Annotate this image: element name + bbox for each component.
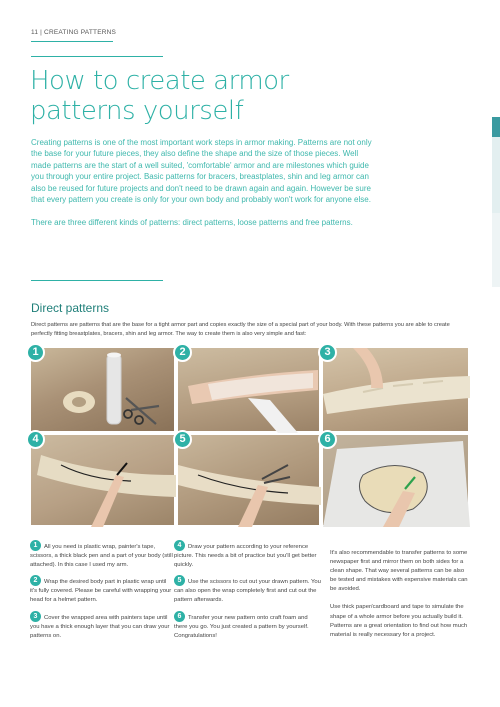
step-item: [174, 614, 322, 641]
step-number: 4: [174, 540, 185, 551]
section-lead: Direct patterns are patterns that are the base for a tight armor part and copies exactly the size of a special part of your body. With these patterns you are able to create perfectly fitting breastplates, bracers, shin and leg armor. The way to create them is also very simple and fast:: [31, 322, 450, 337]
step-number: 6: [174, 611, 185, 622]
notes-column: [330, 549, 470, 640]
step-text: Cover the wrapped area with painters tape until you have a thick enough layer that you can draw your patterns on.: [30, 614, 170, 639]
photo-badge-3: 3: [318, 343, 337, 362]
side-tab-dark: [492, 117, 500, 137]
photo-badge-1: 1: [26, 343, 45, 362]
photo-badge-6: 6: [318, 430, 337, 449]
photo-badge-2: 2: [173, 343, 192, 362]
page-header: 11 | CREATING PATTERNS: [31, 29, 117, 36]
steps-column-1: [30, 543, 173, 649]
notes-paragraph-2: Use thick paper/cardboard and tape to simulate the shape of a whole armor before you actually build it. Patterns are a great orientation to find out how much material is really necessary for a project.: [330, 604, 468, 638]
step-text: Draw your pattern according to your reference picture. This needs a bit of practice but you'll get better quickly.: [174, 544, 317, 569]
photo-badge-4: 4: [26, 430, 45, 449]
step-text: Wrap the desired body part in plastic wrap until it's fully covered. Please be careful with wrapping your head for a helmet pattern.: [30, 579, 172, 604]
steps-column-2: [174, 543, 322, 649]
photo-materials: [30, 347, 175, 432]
step-item: [30, 614, 173, 641]
step-item: [30, 543, 173, 570]
photo-taped-arm: [322, 347, 469, 432]
step-number: 2: [30, 575, 41, 586]
intro-text: [31, 137, 373, 228]
photo-drawing-pattern: [30, 434, 175, 526]
intro-paragraph-1: Creating patterns is one of the most important work steps in armor making. Patterns are not only the base for your future pieces, they also define the shape and the size of those pieces. Well made patterns are the start of a well suited, 'comfortable' armor and are milestones which guide you through your entire project. Basic patterns for bracers, breastplates, shin and leg armor can also be reused for future projects and don't need to be drawn again and again. However be sure that every pattern you create is only for your own body and probably won't work for anyone else.: [31, 138, 372, 205]
side-tab-lower: [492, 213, 500, 287]
step-item: [174, 578, 322, 605]
intro-paragraph-2: There are three different kinds of patterns: direct patterns, loose patterns and free patterns.: [31, 217, 353, 227]
photo-cutting-pattern: [177, 434, 320, 526]
step-number: 5: [174, 575, 185, 586]
page-title: How to create armor patterns yourself: [30, 66, 289, 126]
photo-badge-5: 5: [173, 430, 192, 449]
notes-paragraph-1: It's also recommendable to transfer patterns to some newspaper first and mirror them on both sides for a clean shape. That way several patterns can be also be tested and mistakes with expensive materials can be avoided.: [330, 550, 468, 593]
step-text: Transfer your new pattern onto craft foam and there you go. You just created a pattern by yourself. Congratulations!: [174, 614, 309, 639]
intro-bottom-rule: [31, 280, 163, 281]
section-heading: Direct patterns: [31, 301, 110, 315]
step-number: 1: [30, 540, 41, 551]
step-text: All you need is plastic wrap, painter's tape, scissors, a thick black pen and a part of your body (still attached). In this case I used my arm.: [30, 544, 173, 569]
step-item: [174, 543, 322, 570]
photo-wrapping: [177, 347, 320, 432]
header-rule: [31, 41, 113, 42]
step-text: Use the scissors to cut out your drawn pattern. You can also open the wrap completely first and cut out the pattern afterwards.: [174, 579, 321, 604]
side-tab-light: [492, 137, 500, 213]
title-top-rule: [31, 56, 163, 57]
step-number: 3: [30, 611, 41, 622]
photo-foam-transfer: [322, 434, 469, 526]
step-item: [30, 578, 173, 605]
